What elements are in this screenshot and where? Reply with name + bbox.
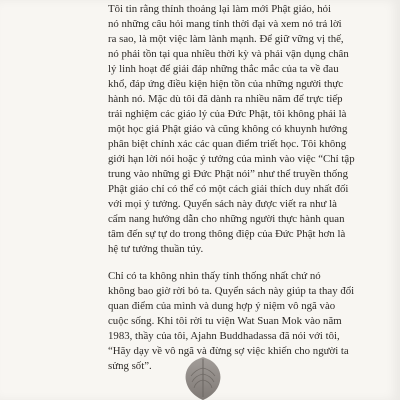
text-line: quan điểm của mình và dung hợp ý niệm vô ngã vào [108, 300, 336, 312]
paragraph-1 [108, 2, 354, 257]
text-line: 1983, thầy của tôi, Ajahn Buddhadassa đã nói với tôi, [108, 330, 340, 342]
text-line: với mọi ý tưởng. Quyển sách này được viết ra như là [108, 198, 337, 210]
text-line: không bao giờ rời bỏ ta. Quyển sách này giúp ta thay đổi [108, 285, 355, 297]
text-line: cẩm nang hướng dẫn cho những người thực hành quan [108, 213, 345, 225]
text-line: Chỉ có ta không nhìn thấy tính thống nhất chứ nó [108, 270, 321, 282]
text-line: khổ, đáp ứng điều kiện hiện tồn của những người thực [108, 78, 344, 90]
text-line: hệ tư tưởng thuần túy. [108, 243, 204, 255]
text-line: hành nó. Mặc dù tôi đã dành ra nhiều năm để trực tiếp [108, 93, 343, 105]
text-line: cuộc sống. Khi tôi rời tu viện Wat Suan Mok vào năm [108, 315, 342, 327]
text-line: tâm đến sự tự do trong thông điệp của Đức Phật hơn là [108, 228, 346, 240]
text-line: phân biệt chính xác các quan điểm triết học. Tôi không [108, 138, 347, 150]
text-line: trung vào những gì Đức Phật nói” như thể truyền thống [108, 168, 348, 180]
text-line: nó phải tồn tại qua nhiều thời kỳ và phải vận dụng chân [108, 48, 349, 60]
text-line: “Hãy dạy về vô ngã và đừng sợ việc khiến cho người ta [108, 345, 349, 357]
text-line: Tôi tin rằng thỉnh thoảng lại làm mới Phật giáo, hỏi [108, 3, 332, 15]
bodhi-leaf-icon [178, 356, 228, 400]
text-line: nó những câu hỏi mang tính thời đại và xem nó trả lời [108, 18, 342, 30]
text-line: trải nghiệm các giáo lý của Đức Phật, tôi không phải là [108, 108, 347, 120]
text-line: Phật giáo chỉ có thể có một cách giải thích duy nhất đối [108, 183, 349, 195]
text-line: một học giả Phật giáo và cũng không có khuynh hướng [108, 123, 348, 135]
text-line: giới hạn lời nói hoặc ý tưởng của mình vào việc “Chỉ tập [108, 153, 355, 165]
text-line: sửng sốt”. [108, 360, 152, 372]
paragraph-2 [108, 269, 354, 374]
text-line: ra sao, là một việc làm lành mạnh. Để giữ vững vị thế, [108, 33, 344, 45]
body-text [108, 0, 354, 374]
text-line: lý linh hoạt để giải đáp những thắc mắc của ta về đau [108, 63, 339, 75]
